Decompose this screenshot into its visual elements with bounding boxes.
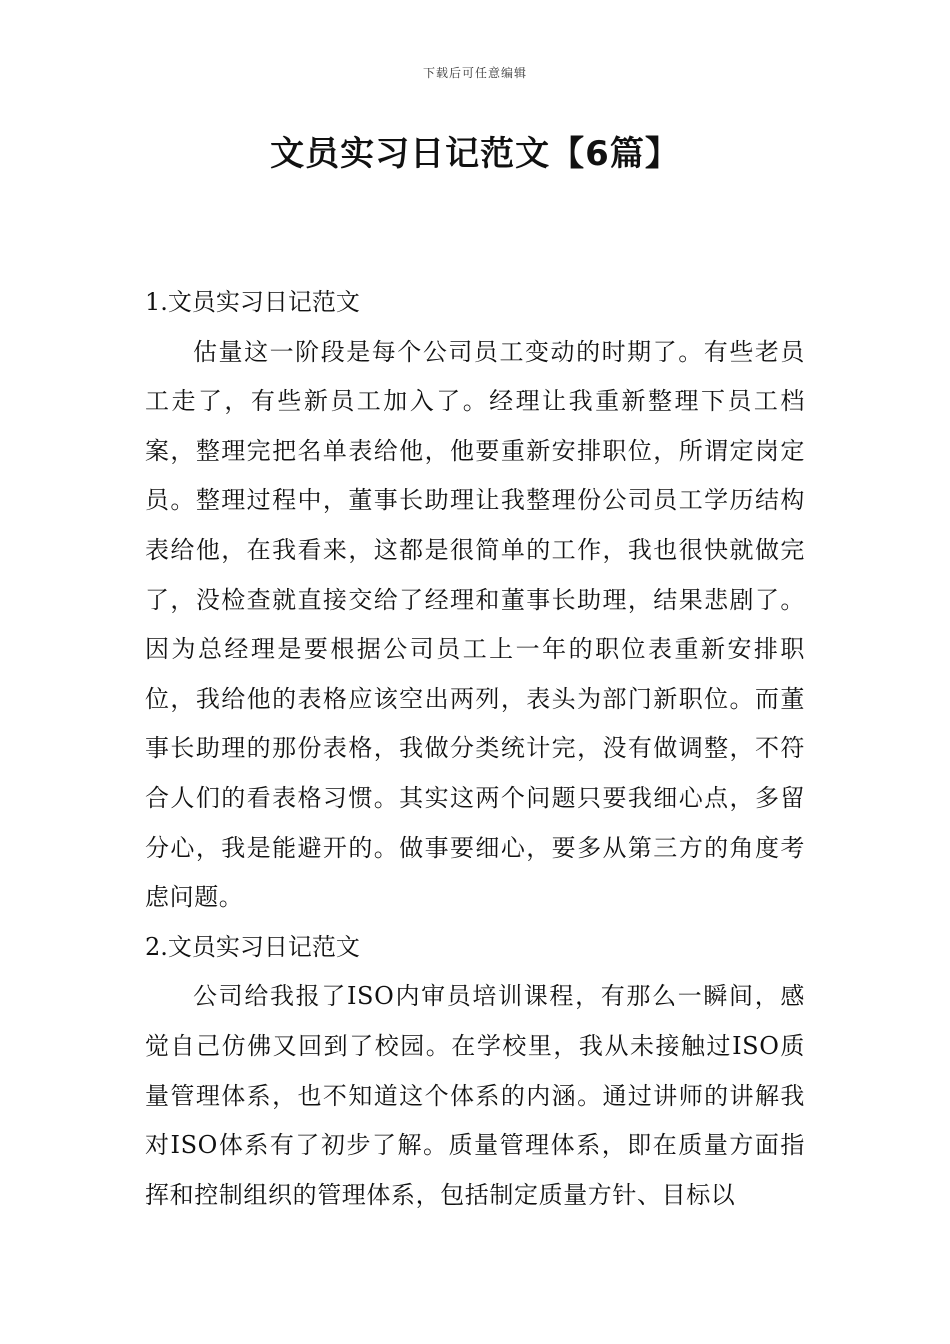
document-body [145, 278, 805, 1220]
section-paragraph-2: 公司给我报了ISO内审员培训课程，有那么一瞬间，感觉自己仿佛又回到了校园。在学校里，我从未接触过ISO质量管理体系，也不知道这个体系的内涵。通过讲师的讲解我对ISO体系有了初步了解。质量管理体系，即在质量方面指挥和控制组织的管理体系，包括制定质量方针、目标以 [145, 982, 805, 1209]
section-paragraph-1: 估量这一阶段是每个公司员工变动的时期了。有些老员工走了，有些新员工加入了。经理让我重新整理下员工档案，整理完把名单表给他，他要重新安排职位，所谓定岗定员。整理过程中，董事长助理让我整理份公司员工学历结构表给他，在我看来，这都是很简单的工作，我也很快就做完了，没检查就直接交给了经理和董事长助理，结果悲剧了。因为总经理是要根据公司员工上一年的职位表重新安排职位，我给他的表格应该空出两列，表头为部门新职位。而董事长助理的那份表格，我做分类统计完，没有做调整，不符合人们的看表格习惯。其实这两个问题只要我细心点，多留分心，我是能避开的。做事要细心，要多从第三方的角度考虑问题。 [145, 337, 805, 912]
page-title: 文员实习日记范文【6篇】 [270, 134, 680, 174]
header-note: 下载后可任意编辑 [422, 66, 527, 80]
section-heading-2: 2.文员实习日记范文 [145, 932, 360, 961]
section-heading-1: 1.文员实习日记范文 [145, 288, 360, 316]
